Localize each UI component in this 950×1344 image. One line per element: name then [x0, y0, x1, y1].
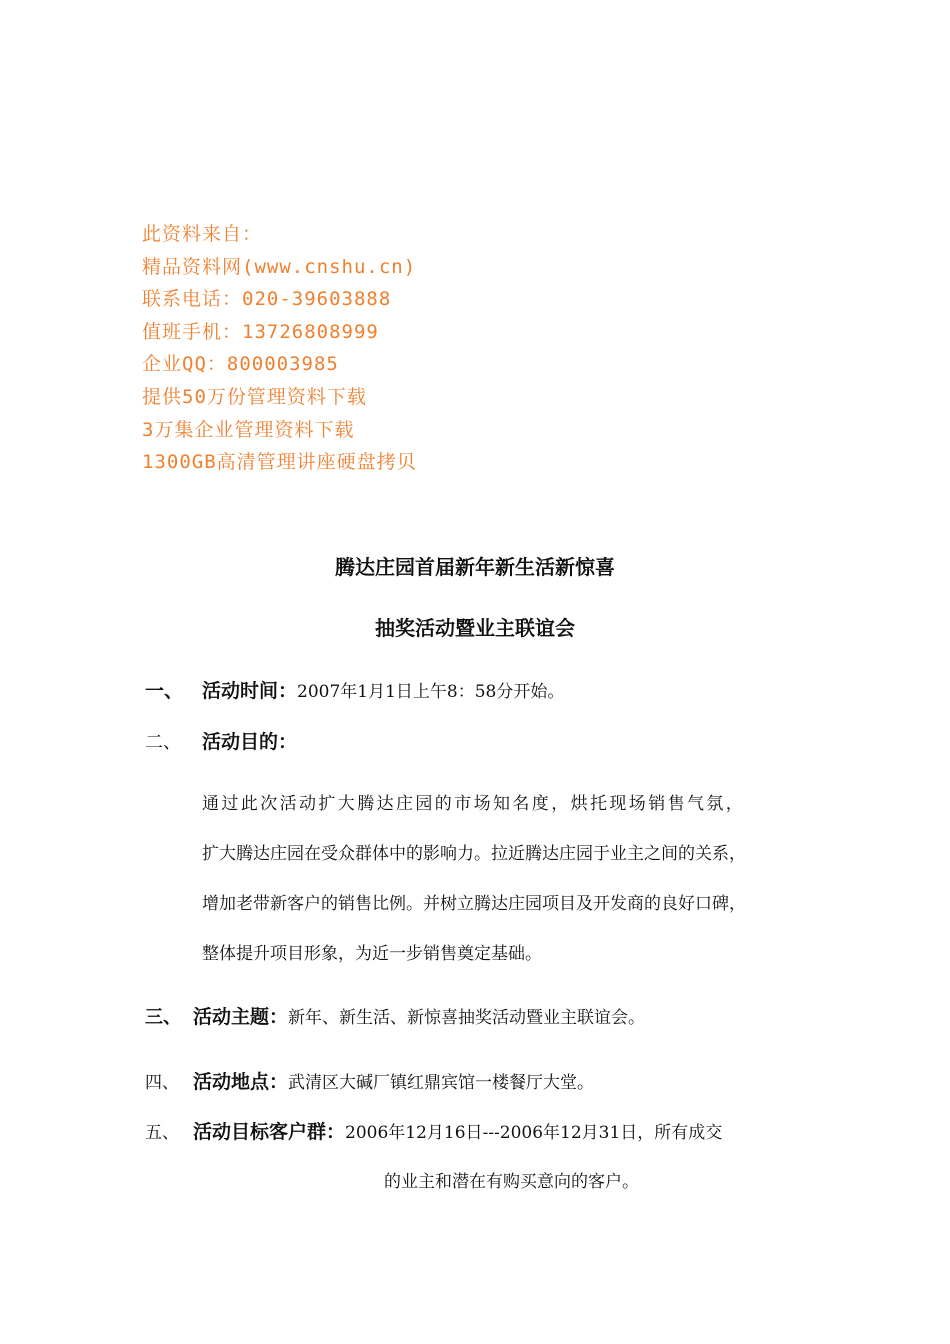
source-line: 此资料来自：: [142, 223, 263, 245]
section-number: 三、: [145, 1007, 181, 1028]
source-line: 3万集企业管理资料下载: [142, 418, 355, 441]
section-value: 2006年12月16日---2006年12月31日，所有成交: [345, 1123, 723, 1143]
document-title: 腾达庄园首届新年新生活新惊喜: [335, 555, 615, 579]
section-label: 活动时间：: [202, 680, 298, 702]
section-activity-time: [145, 676, 564, 703]
section-number: 一、: [145, 680, 184, 702]
source-line-website: 精品资料网(www.cnshu.cn): [142, 255, 417, 278]
source-info-block: [142, 218, 417, 479]
section-activity-purpose: [145, 727, 297, 754]
section-activity-location: [145, 1067, 594, 1094]
section-number: 五、: [145, 1123, 179, 1143]
section-value: 2007年1月1日上午8：58分开始。: [297, 682, 565, 702]
document-subtitle: 抽奖活动暨业主联谊会: [375, 616, 575, 640]
section-value: 武清区大碱厂镇红鼎宾馆一楼餐厅大堂。: [288, 1073, 595, 1093]
paragraph-line: 整体提升项目形象，为近一步销售奠定基础。: [202, 944, 542, 964]
section-label: 活动目标客户群：: [193, 1121, 346, 1143]
paragraph-line: 扩大腾达庄园在受众群体中的影响力。拉近腾达庄园于业主之间的关系，: [202, 844, 746, 864]
section-activity-theme: [145, 1002, 645, 1029]
section-label: 活动主题：: [193, 1006, 289, 1028]
section-value-continuation: 的业主和潜在有购买意向的客户。: [384, 1172, 639, 1192]
section-number: 四、: [145, 1073, 179, 1093]
source-line-mobile: 值班手机：13726808999: [142, 320, 379, 343]
section-label: 活动目的：: [202, 731, 298, 753]
section-target-customers: [145, 1117, 722, 1144]
section-value: 新年、新生活、新惊喜抽奖活动暨业主联谊会。: [288, 1008, 646, 1028]
source-line: 1300GB高清管理讲座硬盘拷贝: [142, 451, 417, 474]
source-line-phone: 联系电话：020-39603888: [142, 288, 392, 311]
source-line: 提供50万份管理资料下载: [142, 385, 367, 408]
paragraph-line: 增加老带新客户的销售比例。并树立腾达庄园项目及开发商的良好口碑，: [202, 894, 746, 914]
purpose-paragraph: [202, 793, 832, 993]
section-label: 活动地点：: [193, 1071, 289, 1093]
section-number: 二、: [145, 732, 181, 753]
source-line-qq: 企业QQ：800003985: [142, 353, 339, 376]
paragraph-line: 通过此次活动扩大腾达庄园的市场知名度，烘托现场销售气氛，: [202, 794, 746, 814]
